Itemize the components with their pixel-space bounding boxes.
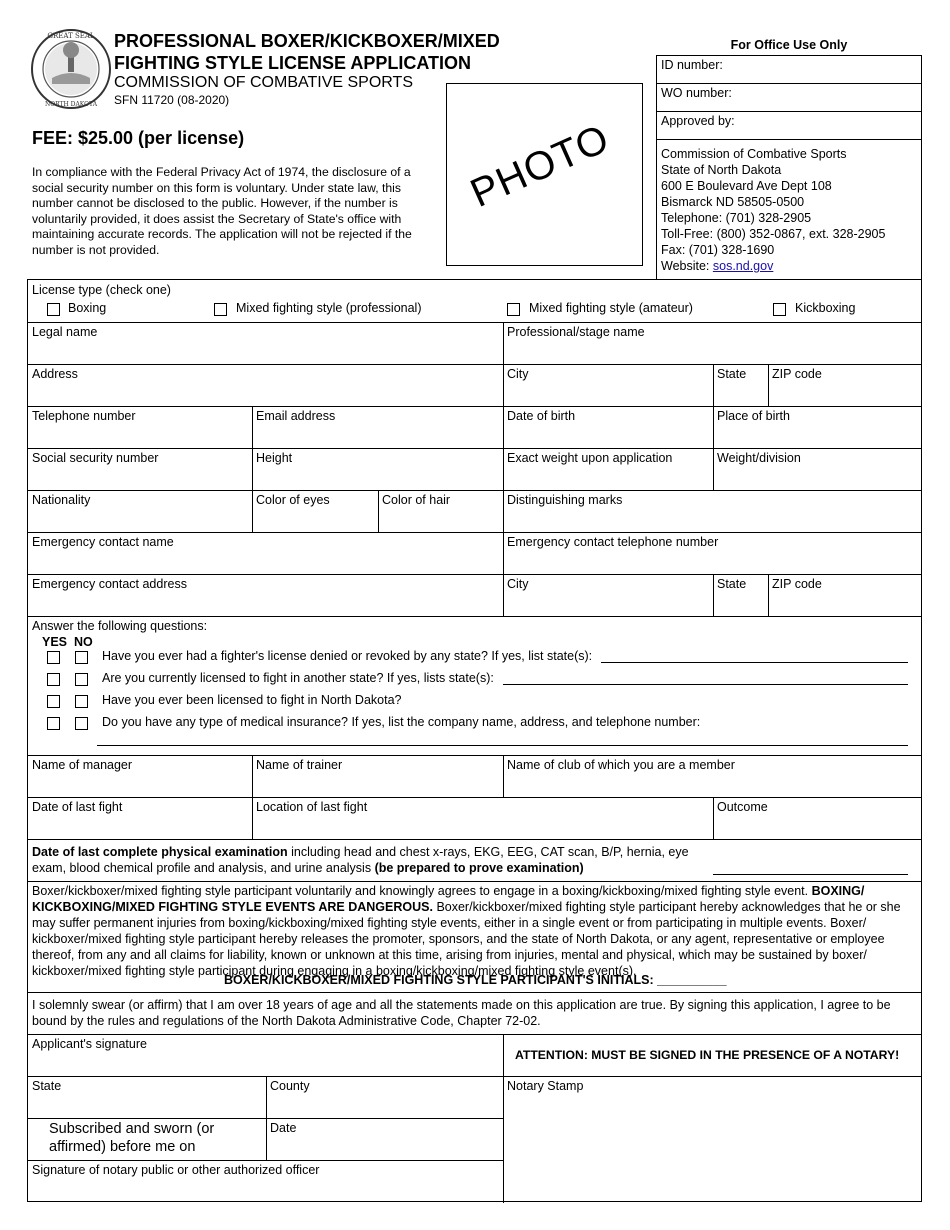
outcome-field[interactable]: Outcome bbox=[717, 800, 768, 814]
physical-exam-text bbox=[32, 844, 712, 876]
website-label: Website: bbox=[661, 259, 713, 273]
state-field[interactable]: State bbox=[717, 367, 747, 381]
divider bbox=[768, 574, 769, 616]
photo-label: PHOTO bbox=[464, 116, 616, 216]
eye-color-field[interactable]: Color of eyes bbox=[256, 493, 330, 507]
divider bbox=[28, 364, 921, 365]
divider bbox=[28, 322, 921, 323]
option-boxing: Boxing bbox=[68, 301, 107, 315]
hair-color-field[interactable]: Color of hair bbox=[382, 493, 451, 507]
notary-county-field[interactable]: County bbox=[270, 1079, 310, 1093]
applicant-signature-field[interactable]: Applicant's signature bbox=[32, 1037, 147, 1051]
checkbox-boxing[interactable] bbox=[47, 303, 60, 316]
yes-header: YES bbox=[42, 635, 68, 649]
q4-yes-checkbox[interactable] bbox=[47, 717, 60, 730]
questions-intro: Answer the following questions: bbox=[32, 619, 208, 633]
divider bbox=[28, 755, 921, 756]
address-field[interactable]: Address bbox=[32, 367, 78, 381]
divider bbox=[28, 1160, 503, 1161]
svg-text:GREAT SEAL: GREAT SEAL bbox=[47, 32, 95, 40]
participant-initials[interactable]: BOXER/KICKBOXER/MIXED FIGHTING STYLE PARTICIPANT'S INITIALS: __________ bbox=[224, 973, 727, 987]
divider bbox=[266, 1076, 267, 1160]
emergency-state-field[interactable]: State bbox=[717, 577, 747, 591]
divider bbox=[28, 1034, 921, 1035]
option-mixed-amateur: Mixed fighting style (amateur) bbox=[529, 301, 693, 315]
question-4: Do you have any type of medical insurance? If yes, list the company name, address, and telephone number: bbox=[102, 715, 701, 729]
commission-address bbox=[657, 140, 921, 280]
divider bbox=[713, 406, 714, 490]
nationality-field[interactable]: Nationality bbox=[32, 493, 91, 507]
notary-signature-field[interactable]: Signature of notary public or other authorized officer bbox=[32, 1163, 320, 1177]
divider bbox=[28, 406, 921, 407]
sworn-date-field[interactable]: Date bbox=[270, 1121, 297, 1135]
divider bbox=[252, 406, 253, 532]
q2-yes-checkbox[interactable] bbox=[47, 673, 60, 686]
ssn-field[interactable]: Social security number bbox=[32, 451, 159, 465]
checkbox-kickboxing[interactable] bbox=[773, 303, 786, 316]
city-field[interactable]: City bbox=[507, 367, 529, 381]
waiver-text bbox=[32, 883, 917, 979]
email-field[interactable]: Email address bbox=[256, 409, 336, 423]
office-use-title: For Office Use Only bbox=[730, 38, 848, 52]
physical-exam-tail: (be prepared to prove examination) bbox=[374, 861, 584, 875]
waiver-warning: BOXING/ KICKBOXING/MIXED FIGHTING STYLE EVENTS ARE DANGEROUS. bbox=[32, 884, 865, 914]
dob-field[interactable]: Date of birth bbox=[507, 409, 576, 423]
divider bbox=[768, 364, 769, 406]
q4-no-checkbox[interactable] bbox=[75, 717, 88, 730]
option-kickboxing: Kickboxing bbox=[795, 301, 856, 315]
q1-answer-line[interactable] bbox=[601, 662, 908, 663]
emergency-name-field[interactable]: Emergency contact name bbox=[32, 535, 174, 549]
svg-text:NORTH DAKOTA: NORTH DAKOTA bbox=[44, 101, 98, 108]
divider bbox=[28, 992, 921, 993]
notary-state-field[interactable]: State bbox=[32, 1079, 62, 1093]
divider bbox=[713, 797, 714, 839]
stage-name-field[interactable]: Professional/stage name bbox=[507, 325, 645, 339]
divider bbox=[28, 881, 921, 882]
divider bbox=[28, 797, 921, 798]
telephone-field[interactable]: Telephone number bbox=[32, 409, 136, 423]
title-line-1: PROFESSIONAL BOXER/KICKBOXER/MIXED bbox=[114, 31, 500, 51]
divider bbox=[28, 839, 921, 840]
question-3: Have you ever been licensed to fight in North Dakota? bbox=[102, 693, 402, 707]
q3-yes-checkbox[interactable] bbox=[47, 695, 60, 708]
checkbox-mixed-professional[interactable] bbox=[214, 303, 227, 316]
divider bbox=[28, 616, 921, 617]
physical-exam-body: including head and chest x-rays, EKG, EEG, CAT scan, B/P, hernia, eye exam, blood chemical profile and analysis, and urine analysis bbox=[32, 845, 689, 875]
divider bbox=[503, 322, 504, 616]
office-wo-field[interactable] bbox=[657, 84, 921, 112]
address-line: 600 E Boulevard Ave Dept 108 bbox=[661, 179, 832, 193]
state-seal bbox=[30, 28, 112, 110]
height-field[interactable]: Height bbox=[256, 451, 293, 465]
question-2: Are you currently licensed to fight in another state? If yes, lists state(s): bbox=[102, 671, 494, 685]
photo-box[interactable] bbox=[446, 83, 643, 266]
no-header: NO bbox=[74, 635, 93, 649]
address-line: Toll-Free: (800) 352-0867, ext. 328-2905 bbox=[661, 227, 886, 241]
application-form bbox=[27, 279, 922, 1202]
divider bbox=[713, 574, 714, 616]
zip-field[interactable]: ZIP code bbox=[772, 367, 822, 381]
divider bbox=[378, 490, 379, 532]
waiver-part: Boxer/kickboxer/mixed fighting style participant hereby acknowledges that he or she may suffer permanent injuries from boxing/kickboxing/mixed fighting style events, either in a single event or from participating in multiple events. Boxer/ kickboxer/mixed fighting style participant hereby releases the promoter, sponsors, and the state of North Dakota, or any agent, representative or employee thereof, from any and all claims for liability, known or unknown at this time, arising from injuries, mental and physical, which may be sustained by boxer/ kickboxer/mixed fighting style participant during engaging in a boxing/kickboxing/mixed fighting style event(s). bbox=[32, 900, 901, 978]
address-line: State of North Dakota bbox=[661, 163, 782, 177]
q2-answer-line[interactable] bbox=[503, 684, 908, 685]
address-line: Telephone: (701) 328-2905 bbox=[661, 211, 812, 225]
divider bbox=[503, 1034, 504, 1203]
title-line-2: FIGHTING STYLE LICENSE APPLICATION bbox=[114, 53, 472, 73]
last-fight-date-field[interactable]: Date of last fight bbox=[32, 800, 123, 814]
commission-name: COMMISSION OF COMBATIVE SPORTS bbox=[114, 74, 413, 91]
oath-text: I solemnly swear (or affirm) that I am over 18 years of age and all the statements made on this application are true. By signing this application, I agree to be bound by the rules and regulations of the North Dakota Administrative Code, Chapter 72-02. bbox=[32, 998, 891, 1028]
privacy-notice: In compliance with the Federal Privacy Act of 1974, the disclosure of a social security number on this form is voluntary. Under state law, this number cannot be disclosed to the public. However, if the number is voluntarily provided, it does assist the Secretary of State's office with maintaining accurate records. The application will not be rejected if the number is not provided. bbox=[32, 165, 412, 257]
question-1: Have you ever had a fighter's license denied or revoked by any state? If yes, list state(s): bbox=[102, 649, 593, 663]
form-number: SFN 11720 (08-2020) bbox=[114, 93, 230, 107]
website-link[interactable]: sos.nd.gov bbox=[712, 259, 774, 273]
office-approved-field[interactable] bbox=[657, 112, 921, 140]
trainer-field[interactable]: Name of trainer bbox=[256, 758, 343, 772]
weight-field[interactable]: Exact weight upon application bbox=[507, 451, 673, 465]
pob-field[interactable]: Place of birth bbox=[717, 409, 790, 423]
divider bbox=[28, 1076, 921, 1077]
divider bbox=[28, 490, 921, 491]
q1-yes-checkbox[interactable] bbox=[47, 651, 60, 664]
divider bbox=[28, 448, 921, 449]
physical-exam-date-line[interactable] bbox=[713, 874, 908, 875]
divider bbox=[713, 364, 714, 406]
q4-answer-line[interactable] bbox=[97, 745, 908, 746]
divider bbox=[503, 755, 504, 797]
notary-attention: ATTENTION: MUST BE SIGNED IN THE PRESENCE OF A NOTARY! bbox=[515, 1048, 900, 1062]
weight-division-field[interactable]: Weight/division bbox=[717, 451, 801, 465]
waiver-part: Boxer/kickboxer/mixed fighting style participant voluntarily and knowingly agrees to engage in a boxing/kickboxing/mixed fighting style event. bbox=[32, 884, 812, 898]
physical-exam-lead: Date of last complete physical examination bbox=[32, 845, 288, 859]
address-line: Bismarck ND 58505-0500 bbox=[661, 195, 805, 209]
option-mixed-professional: Mixed fighting style (professional) bbox=[236, 301, 422, 315]
office-wo-label: WO number: bbox=[661, 86, 732, 100]
manager-field[interactable]: Name of manager bbox=[32, 758, 133, 772]
emergency-city-field[interactable]: City bbox=[507, 577, 529, 591]
divider bbox=[28, 574, 921, 575]
fee-label: FEE: $25.00 (per license) bbox=[32, 128, 245, 148]
office-id-field[interactable] bbox=[657, 56, 921, 84]
address-line: Commission of Combative Sports bbox=[661, 147, 847, 161]
emergency-address-field[interactable]: Emergency contact address bbox=[32, 577, 187, 591]
office-use-box bbox=[656, 55, 922, 279]
emergency-zip-field[interactable]: ZIP code bbox=[772, 577, 822, 591]
last-fight-location-field[interactable]: Location of last fight bbox=[256, 800, 368, 814]
q1-no-checkbox[interactable] bbox=[75, 651, 88, 664]
license-type-label: License type (check one) bbox=[32, 283, 171, 297]
divider bbox=[252, 755, 253, 839]
sworn-label: Subscribed and sworn (or affirmed) before me on bbox=[49, 1121, 215, 1155]
form-title bbox=[114, 30, 534, 74]
website-line bbox=[661, 258, 917, 274]
checkbox-mixed-amateur[interactable] bbox=[507, 303, 520, 316]
office-approved-label: Approved by: bbox=[661, 114, 735, 128]
q3-no-checkbox[interactable] bbox=[75, 695, 88, 708]
divider bbox=[28, 532, 921, 533]
q2-no-checkbox[interactable] bbox=[75, 673, 88, 686]
notary-stamp-area[interactable]: Notary Stamp bbox=[507, 1079, 584, 1093]
address-line: Fax: (701) 328-1690 bbox=[661, 243, 775, 257]
office-id-label: ID number: bbox=[661, 58, 723, 72]
club-field[interactable]: Name of club of which you are a member bbox=[507, 758, 735, 772]
distinguishing-marks-field[interactable]: Distinguishing marks bbox=[507, 493, 623, 507]
emergency-phone-field[interactable]: Emergency contact telephone number bbox=[507, 535, 719, 549]
legal-name-field[interactable]: Legal name bbox=[32, 325, 98, 339]
